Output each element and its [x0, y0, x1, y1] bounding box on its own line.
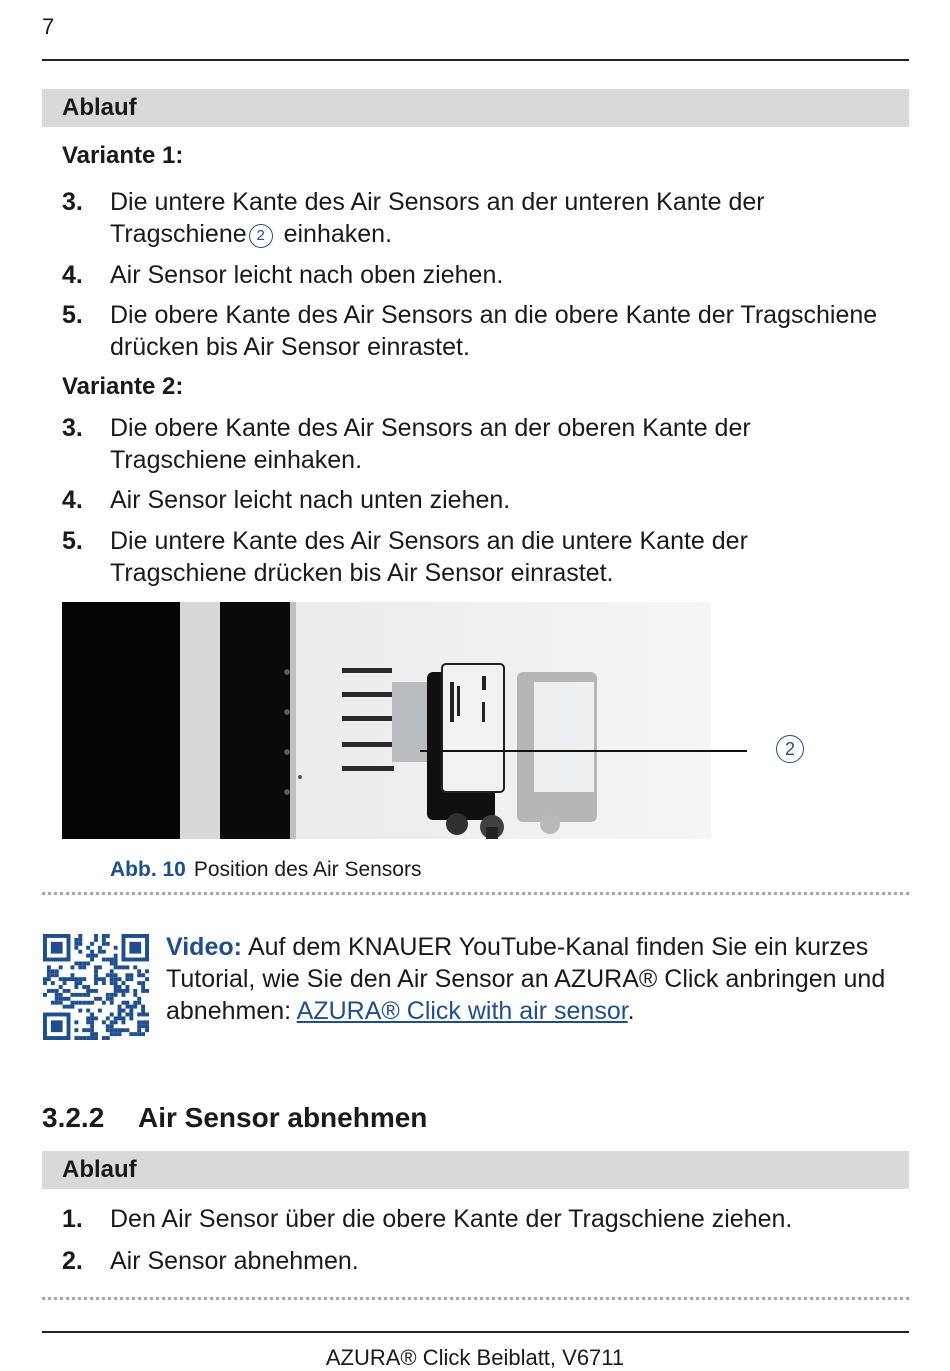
caption-text: Position des Air Sensors — [193, 858, 422, 881]
section-number: 3.2.2 — [42, 1102, 105, 1133]
video-trailing: . — [627, 997, 635, 1025]
step-text: Die untere Kante des Air Sensors an der unteren Kante der Tragschiene 2 einhaken. — [110, 188, 765, 248]
step-text: Die untere Kante des Air Sensors an die untere Kante der Tragschiene drücken bis Air Sensor einrastet. — [110, 527, 748, 587]
footer-text: AZURA® Click Beiblatt, V6711 — [325, 1345, 625, 1370]
list-item — [62, 484, 882, 516]
step-text: Den Air Sensor über die obere Kante der Tragschiene ziehen. — [110, 1205, 793, 1233]
step-number: 5. — [62, 527, 83, 555]
list-item — [62, 412, 882, 476]
step-number: 3. — [62, 414, 83, 442]
qr-code-graphic — [42, 934, 150, 1040]
callout-marker: 2 — [776, 735, 804, 763]
step-number: 3. — [62, 188, 83, 216]
callout-marker-inline: 2 — [249, 224, 273, 248]
step-text: Die obere Kante des Air Sensors an die obere Kante der Tragschiene drücken bis Air Sensor einrastet. — [110, 301, 878, 361]
dotted-separator — [42, 892, 909, 895]
section-heading — [42, 1102, 427, 1134]
video-link[interactable]: AZURA® Click with air sensor — [296, 997, 628, 1025]
caption-label: Abb. 10 — [110, 858, 186, 881]
step-text: Air Sensor leicht nach oben ziehen. — [110, 261, 504, 289]
air-sensor-illustration — [62, 602, 711, 839]
list-item — [62, 1245, 882, 1277]
list-item — [62, 299, 882, 363]
procedure-bar-2 — [42, 1151, 909, 1189]
step-text: Air Sensor leicht nach unten ziehen. — [110, 486, 511, 514]
page-number: 7 — [42, 14, 55, 39]
figure-caption — [110, 858, 421, 882]
callout-leader-line — [420, 750, 747, 752]
step-number: 2. — [62, 1247, 83, 1275]
step-number: 4. — [62, 486, 83, 514]
video-label: Video: — [166, 933, 242, 961]
step-text: Air Sensor abnehmen. — [110, 1247, 359, 1275]
list-item — [62, 1203, 882, 1235]
dotted-separator-2 — [42, 1297, 909, 1300]
video-note — [166, 931, 886, 1027]
step-number: 1. — [62, 1205, 83, 1233]
variant-2-title: Variante 2: — [62, 373, 184, 400]
procedure-label: Ablauf — [62, 94, 137, 121]
list-item — [62, 525, 882, 589]
step-number: 4. — [62, 261, 83, 289]
list-item — [62, 186, 882, 250]
air-sensor-photo — [62, 602, 711, 839]
list-item — [62, 259, 882, 291]
procedure-bar — [42, 89, 909, 127]
step-number: 5. — [62, 301, 83, 329]
procedure-label-2: Ablauf — [62, 1156, 137, 1183]
video-text: Auf dem KNAUER YouTube-Kanal finden Sie ein kurzes Tutorial, wie Sie den Air Sensor an AZURA® Click anbringen und abnehmen: — [166, 933, 886, 1025]
variant-1-title: Variante 1: — [62, 142, 184, 169]
qr-code[interactable] — [42, 934, 150, 1040]
footer-rule — [42, 1331, 909, 1333]
header-rule — [42, 59, 909, 61]
section-title: Air Sensor abnehmen — [138, 1102, 428, 1133]
step-text: Die obere Kante des Air Sensors an der oberen Kante der Tragschiene einhaken. — [110, 414, 751, 474]
